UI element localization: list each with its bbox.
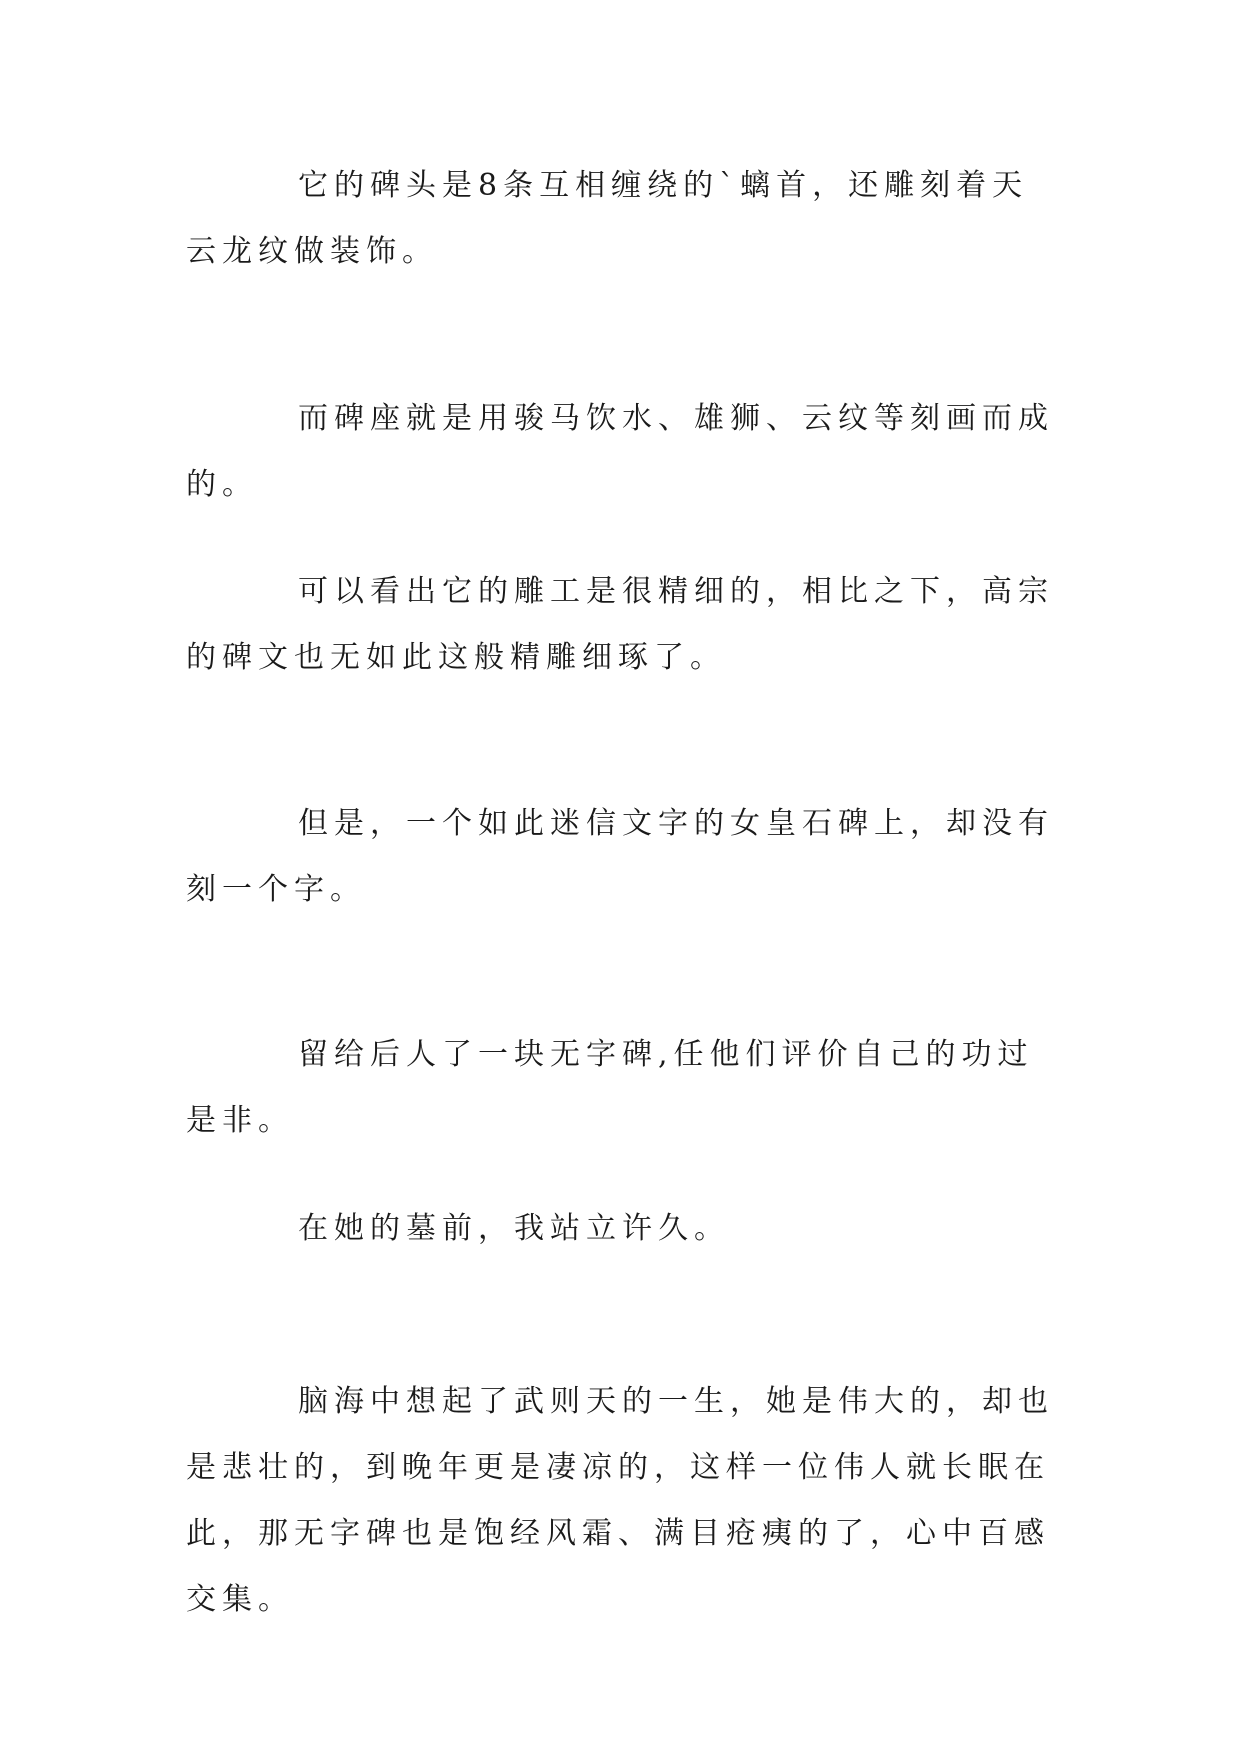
paragraph-reflection: 脑海中想起了武则天的一生，她是伟大的，却也是悲壮的，到晚年更是凄凉的，这样一位伟人就长眠在此，那无字碑也是饱经风霜、满目疮痍的了，心中百感交集。 xyxy=(186,1384,1054,1617)
paragraph-stele-base: 而碑座就是用骏马饮水、雄狮、云纹等刻画而成的。 xyxy=(186,401,1054,502)
paragraph-before-tomb: 在她的墓前，我站立许久。 xyxy=(298,1211,730,1246)
paragraph-no-inscription: 但是，一个如此迷信文字的女皇石碑上，却没有刻一个字。 xyxy=(186,806,1054,907)
paragraph-wordless-stele: 留给后人了一块无字碑,任他们评价自己的功过是非。 xyxy=(186,1037,1034,1138)
paragraph-carving-detail: 可以看出它的雕工是很精细的，相比之下，高宗的碑文也无如此这般精雕细琢了。 xyxy=(186,574,1054,675)
paragraph-stele-head: 它的碑头是8条互相缠绕的`螭首，还雕刻着天云龙纹做装饰。 xyxy=(186,168,1029,269)
